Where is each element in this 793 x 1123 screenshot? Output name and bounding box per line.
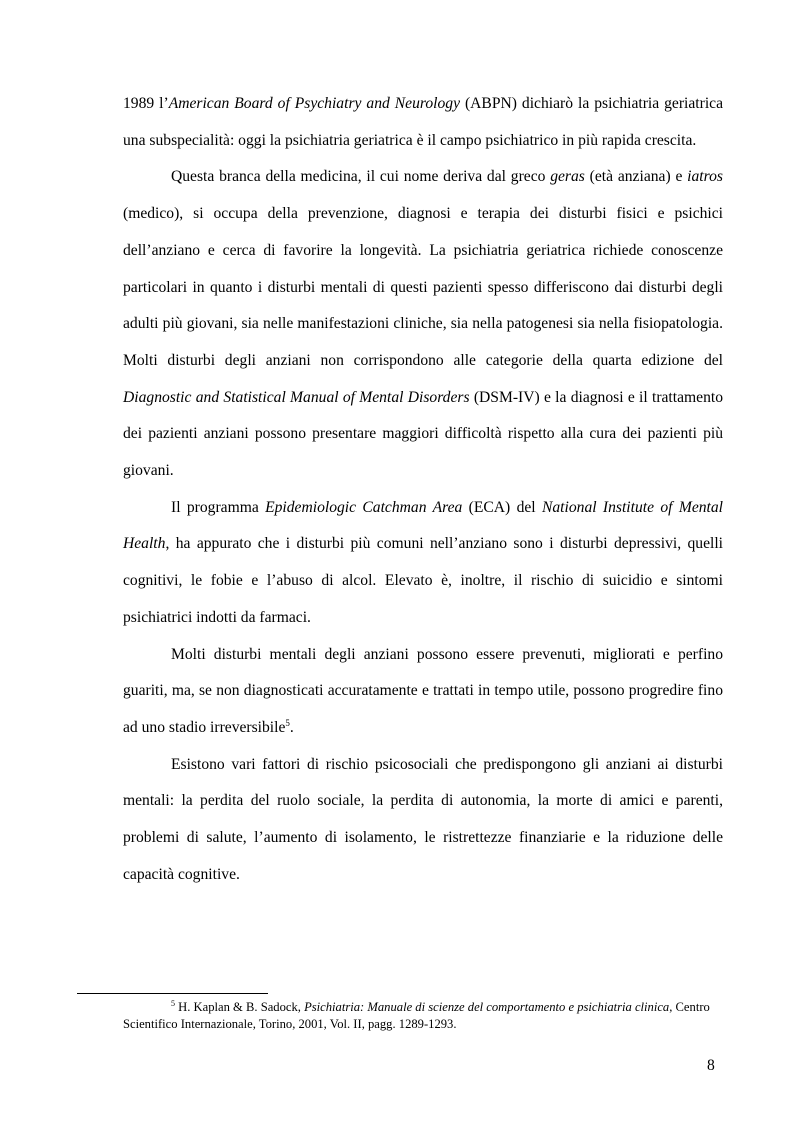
- footnote-reference[interactable]: 5: [285, 717, 290, 728]
- body-text: [123, 86, 723, 893]
- paragraph-2: Questa branca della medicina, il cui nome deriva dal greco geras (età anziana) e iatros (medico), si occupa della prevenzione, diagnosi e terapia dei disturbi fisici e psichici dell’anziano e cerca di favorire la longevità. La psichiatria geriatrica richiede conoscenze particolari in quanto i disturbi mentali di questi pazienti spesso differiscono dai disturbi degli adulti più giovani, sia nelle manifestazioni cliniche, sia nella patogenesi sia nella fisiopatologia. Molti disturbi degli anziani non corrispondono alle categorie della quarta edizione del Diagnostic and Statistical Manual of Mental Disorders (DSM-IV) e la diagnosi e il trattamento dei pazienti anziani possono presentare maggiori difficoltà rispetto alla cura dei pazienti più giovani.: [123, 168, 723, 480]
- italic-term: American Board of Psychiatry and Neurology: [168, 95, 461, 112]
- footnote: $^5$ H. Kaplan & B. Sadock, Psichiatria: Manuale di scienze del comportamento e psichiatria clinica, Centro Scientifico Internazionale, Torino, 2001, Vol. II, pagg. 1289-1293.: [123, 999, 710, 1031]
- footnote-separator: [77, 993, 268, 994]
- italic-term: Psichiatria: Manuale di scienze del comportamento e psichiatria clinica: [304, 1000, 670, 1014]
- paragraph-4: Molti disturbi mentali degli anziani possono essere prevenuti, migliorati e perfino guariti, ma, se non diagnosticati accuratamente e trattati in tempo utile, possono progredire fino ad uno stadio irreversibile$^5$.: [123, 645, 723, 736]
- paragraph-3: Il programma Epidemiologic Catchman Area (ECA) del National Institute of Mental Health, ha appurato che i disturbi più comuni nell’anziano sono i disturbi depressivi, quelli cognitivi, le fobie e l’abuso di alcol. Elevato è, inoltre, il rischio di suicidio e sintomi psichiatrici indotti da farmaci.: [123, 498, 724, 626]
- footnote-number: 5: [171, 999, 175, 1008]
- italic-term: National Institute of Mental Health: [123, 498, 724, 553]
- italic-term: iatros: [687, 168, 723, 186]
- paragraph-5: Esistono vari fattori di rischio psicosociali che predispongono gli anziani ai disturbi mentali: la perdita del ruolo sociale, la perdita di autonomia, la morte di amici e parenti, problemi di salute, l’aumento di isolamento, le ristrettezze finanziarie e la riduzione delle capacità cognitive.: [123, 755, 723, 883]
- italic-term: Diagnostic and Statistical Manual of Mental Disorders: [123, 388, 470, 406]
- paragraph-1: 1989 l’American Board of Psychiatry and Neurology (ABPN) dichiarò la psichiatria geriatrica una subspecialità: oggi la psichiatria geriatrica è il campo psichiatrico in più rapida crescita.: [123, 95, 723, 149]
- italic-term: geras: [550, 168, 585, 186]
- italic-term: Epidemiologic Catchman Area: [265, 498, 463, 516]
- page-number: 8: [707, 1057, 715, 1074]
